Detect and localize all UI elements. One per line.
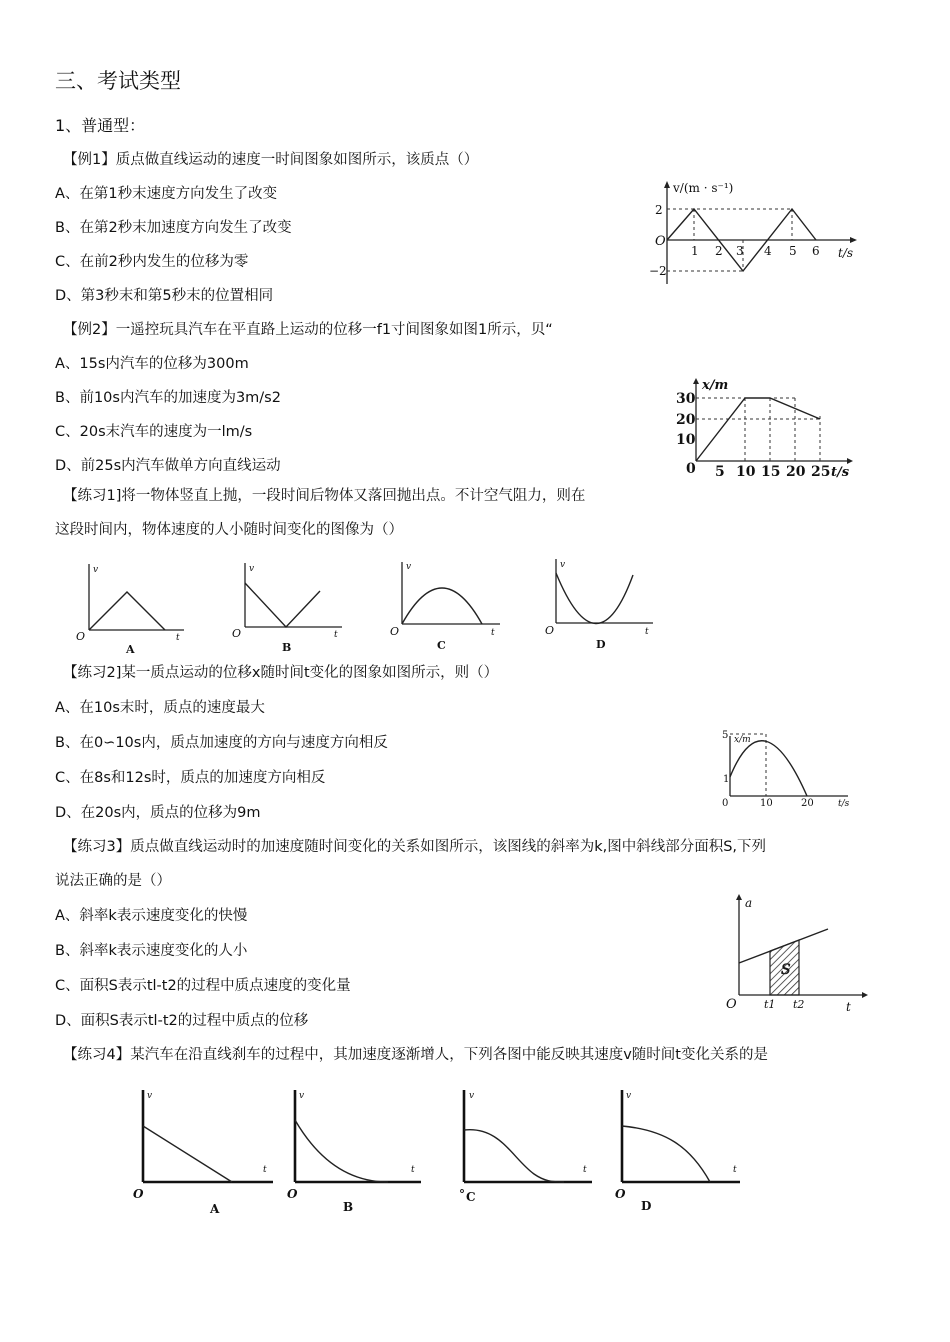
svg-text:v: v (299, 1091, 305, 1101)
example2-option-a: A、15s内汽车的位移为300m (55, 356, 249, 372)
svg-text:t2: t2 (793, 998, 805, 1011)
y-tick-30: 30 (676, 391, 696, 407)
svg-text:O: O (133, 1187, 144, 1201)
option-label-c: C (466, 1190, 476, 1204)
practice1-graph-d (543, 555, 663, 650)
x-tick-25: 25 (811, 464, 831, 480)
example1-option-b: B、在第2秒末加速度方向发生了改变 (55, 220, 292, 236)
x-tick-10: 10 (736, 464, 756, 480)
example2-stem: 【例2】一遥控玩具汽车在平直路上运动的位移一f1寸间图象如图1所示，贝“ (63, 322, 553, 338)
example2-option-d: D、前25s内汽车做单方向直线运动 (55, 458, 281, 474)
svg-text:0: 0 (722, 798, 729, 809)
svg-text:t: t (733, 1165, 737, 1175)
option-label-b: B (343, 1200, 354, 1214)
svg-text:10: 10 (760, 798, 773, 809)
practice1-graph-c (388, 558, 508, 653)
practice4-graph-c (452, 1086, 602, 1216)
x-axis-label: t/s (831, 465, 850, 480)
svg-text:v: v (469, 1091, 475, 1101)
x-tick-6: 6 (812, 244, 820, 258)
svg-text:O: O (545, 624, 555, 637)
svg-text:O: O (232, 627, 242, 640)
practice4-graph-a (128, 1086, 278, 1216)
option-label-b: B (282, 641, 292, 654)
svg-text:v: v (147, 1091, 153, 1101)
example1-option-c: C、在前2秒内发生的位移为零 (55, 254, 249, 270)
svg-text:t: t (176, 633, 180, 643)
practice2-option-d: D、在20s内，质点的位移为9m (55, 805, 261, 821)
option-label-d: D (641, 1199, 652, 1213)
option-label-a: A (210, 1202, 220, 1216)
svg-text:v: v (406, 562, 412, 572)
option-label-a: A (126, 643, 135, 656)
svg-text:S: S (781, 962, 791, 978)
x-axis-label: t/s (838, 246, 854, 260)
svg-text:20: 20 (801, 798, 814, 809)
section-title: 三、考试类型 (55, 69, 181, 93)
svg-text:t/s: t/s (838, 799, 850, 809)
practice3-option-c: C、面积S表示tl-t2的过程中质点速度的变化量 (55, 978, 351, 994)
svg-text:1: 1 (723, 774, 730, 785)
svg-text:v: v (560, 560, 566, 570)
example1-option-d: D、第3秒末和第5秒末的位置相同 (55, 288, 274, 304)
x-tick-5: 5 (715, 464, 725, 480)
origin-label: O (655, 234, 666, 249)
svg-text:v: v (249, 564, 255, 574)
x-tick-5: 5 (789, 244, 797, 258)
y-axis-label: v/(m · s⁻¹) (673, 181, 734, 195)
y-tick-2: 2 (655, 203, 663, 217)
x-tick-20: 20 (786, 464, 806, 480)
svg-text:5: 5 (722, 730, 729, 741)
practice3-at-graph (724, 892, 869, 1017)
svg-text:O: O (726, 997, 737, 1012)
practice1-graph-a (72, 560, 192, 655)
practice3-option-d: D、面积S表示tl-t2的过程中质点的位移 (55, 1013, 309, 1029)
svg-text:O: O (287, 1187, 298, 1201)
svg-text:a: a (745, 896, 753, 910)
origin-label: 0 (686, 461, 696, 477)
svg-text:x/m: x/m (734, 735, 751, 745)
y-tick-20: 20 (676, 412, 696, 428)
x-tick-4: 4 (764, 244, 772, 258)
practice4-graph-d (610, 1086, 750, 1216)
svg-text:t: t (491, 628, 495, 638)
practice4-graph-b (283, 1086, 433, 1216)
svg-text:v: v (93, 565, 99, 575)
option-label-d: D (596, 638, 606, 651)
practice2-option-b: B、在0∽10s内，质点加速度的方向与速度方向相反 (55, 735, 388, 751)
practice2-stem: 【练习2]某一质点运动的位移x随时间t变化的图象如图所示，则（） (63, 665, 499, 681)
y-axis-label: x/m (702, 378, 729, 393)
example1-stem: 【例1】质点做直线运动的速度一时间图象如图所示，该质点（） (63, 152, 479, 168)
practice2-option-a: A、在10s末时，质点的速度最大 (55, 700, 265, 716)
practice1-stem-line1: 【练习1]将一物体竖直上抛，一段时间后物体又落回抛出点。不计空气阻力，则在 (63, 488, 586, 504)
practice3-stem-line1: 【练习3】质点做直线运动时的加速度随时间变化的关系如图所示，该图线的斜率为k,图中斜线部分面积S,下列 (63, 839, 767, 855)
svg-text:O: O (615, 1187, 626, 1201)
x-tick-15: 15 (761, 464, 781, 480)
example2-option-c: C、20s末汽车的速度为一lm/s (55, 424, 253, 440)
svg-text:t: t (411, 1165, 415, 1175)
svg-text:v: v (626, 1091, 632, 1101)
practice4-stem: 【练习4】某汽车在沿直线刹车的过程中，其加速度逐渐增人，下列各图中能反映其速度v随时间t变化关系的是 (63, 1047, 768, 1063)
svg-text:t: t (334, 630, 338, 640)
practice1-graph-b (230, 560, 350, 655)
practice3-stem-line2: 说法正确的是（） (55, 873, 171, 889)
svg-text:O: O (390, 625, 400, 638)
practice2-option-c: C、在8s和12s时，质点的加速度方向相反 (55, 770, 326, 786)
svg-text:°: ° (459, 1187, 465, 1201)
example1-option-a: A、在第1秒末速度方向发生了改变 (55, 186, 278, 202)
example2-option-b: B、前10s内汽车的加速度为3m/s2 (55, 390, 281, 406)
y-tick-10: 10 (676, 432, 696, 448)
svg-text:t1: t1 (764, 998, 776, 1011)
practice3-option-b: B、斜率k表示速度变化的人小 (55, 943, 248, 959)
x-tick-3: 3 (736, 244, 744, 258)
practice3-option-a: A、斜率k表示速度变化的快慢 (55, 908, 248, 924)
practice2-xt-graph (720, 730, 860, 812)
x-tick-1: 1 (691, 244, 699, 258)
svg-text:O: O (76, 630, 86, 643)
x-tick-2: 2 (715, 244, 723, 258)
svg-text:t: t (263, 1165, 267, 1175)
example1-vt-graph (645, 178, 865, 288)
svg-text:t: t (645, 627, 649, 637)
practice1-stem-line2: 这段时间内，物体速度的人小随时间变化的图像为（） (55, 522, 403, 538)
option-label-c: C (437, 639, 446, 652)
svg-text:t: t (583, 1165, 587, 1175)
subsection-title: 1、普通型： (55, 116, 146, 135)
example2-xt-graph (675, 376, 860, 481)
y-tick-minus2: −2 (649, 264, 667, 278)
svg-text:t: t (846, 1000, 851, 1014)
